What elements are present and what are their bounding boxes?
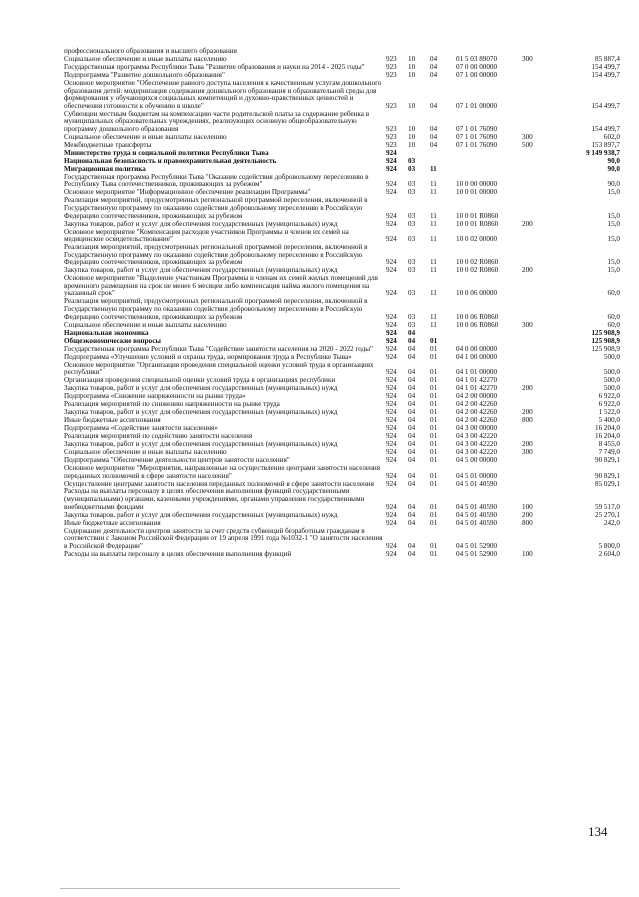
row-amount: 154 499,7 xyxy=(591,124,620,133)
row-subsection: 11 xyxy=(430,211,437,220)
row-section: 04 xyxy=(408,439,416,448)
row-dept-code: 924 xyxy=(386,518,397,527)
table-row xyxy=(64,174,624,189)
row-name: Социальное обеспечение и иные выплаты населению xyxy=(64,132,227,141)
row-article: 04 0 00 00000 xyxy=(456,344,498,353)
row-amount: 125 908,9 xyxy=(591,336,620,345)
row-name: Подпрограмма "Развитие дошкольного образования" xyxy=(64,70,225,79)
row-article: 10 0 02 R0860 xyxy=(456,258,499,267)
row-section: 04 xyxy=(408,424,416,432)
row-article: 04 2 00 42260 xyxy=(456,400,498,409)
row-expense-type: 200 xyxy=(522,219,533,228)
row-amount: 1 522,0 xyxy=(598,408,620,417)
row-subsection: 04 xyxy=(430,132,438,141)
row-section: 04 xyxy=(408,471,416,480)
row-dept-code: 924 xyxy=(386,344,397,353)
row-section: 04 xyxy=(408,518,416,527)
row-subsection: 01 xyxy=(430,352,438,361)
row-expense-type: 800 xyxy=(522,416,533,425)
row-article: 04 5 01 40590 xyxy=(456,518,498,527)
row-name: Иные бюджетные ассигнования xyxy=(64,416,161,425)
row-dept-code: 923 xyxy=(386,140,397,149)
row-subsection: 01 xyxy=(430,502,438,511)
row-section: 04 xyxy=(408,502,416,511)
row-subsection: 01 xyxy=(430,368,438,377)
row-amount: 90,0 xyxy=(607,180,620,189)
row-article: 04 1 01 42270 xyxy=(456,376,498,385)
table-row xyxy=(64,80,624,110)
row-dept-code: 923 xyxy=(386,124,397,133)
row-dept-code: 924 xyxy=(386,510,397,519)
row-article: 10 0 06 R0860 xyxy=(456,320,499,329)
row-amount: 154 499,7 xyxy=(591,70,620,79)
row-subsection: 01 xyxy=(430,439,438,448)
row-name: Основное мероприятие "Выделение участникам Программы и членам их семей жилых помещений для временного размещения на срок не менее 6 месяцев либо компенсация найма жилого помещения на указанный срок" xyxy=(64,274,378,298)
row-article: 10 0 06 R0860 xyxy=(456,312,499,321)
row-article: 04 5 01 40590 xyxy=(456,510,498,519)
row-subsection: 04 xyxy=(430,70,438,79)
row-amount: 85 887,4 xyxy=(595,54,620,63)
row-subsection: 04 xyxy=(430,54,438,63)
row-article: 10 0 01 R0860 xyxy=(456,219,499,228)
row-name: Основное мероприятие "Информационное обеспечение реализации Программы" xyxy=(64,188,311,197)
row-subsection: 11 xyxy=(430,188,437,197)
row-name: Основное мероприятие "Мероприятия, направленные на осуществление центрами занятости населения переданных полномочий в сфере занятости населения" xyxy=(64,463,381,480)
row-section: 10 xyxy=(408,62,416,71)
budget-table xyxy=(64,48,624,559)
row-article: 04 5 01 52900 xyxy=(456,549,498,558)
row-subsection: 01 xyxy=(430,518,438,527)
row-dept-code: 924 xyxy=(386,431,397,440)
row-dept-code: 924 xyxy=(386,148,397,157)
row-name: Миграционная политика xyxy=(64,164,146,173)
row-article: 04 5 01 00000 xyxy=(456,471,498,480)
row-subsection: 11 xyxy=(430,320,437,329)
row-name: Осуществление центрами занятости населения переданных полномочий в сфере занятости населения xyxy=(64,479,374,488)
row-subsection: 11 xyxy=(430,164,437,173)
row-section: 04 xyxy=(408,479,416,488)
row-dept-code: 924 xyxy=(386,328,397,337)
row-dept-code: 924 xyxy=(386,312,397,321)
row-dept-code: 924 xyxy=(386,180,397,189)
row-expense-type: 200 xyxy=(522,439,533,448)
row-name: Государственная программа Республики Тыва "Развитие образования и науки на 2014 - 2025 годы" xyxy=(64,62,365,71)
row-dept-code: 924 xyxy=(386,188,397,197)
row-dept-code: 924 xyxy=(386,447,397,456)
row-amount: 15,0 xyxy=(607,235,620,244)
row-expense-type: 200 xyxy=(522,266,533,275)
table-row xyxy=(64,298,624,321)
row-amount: 25 270,1 xyxy=(595,510,620,519)
row-amount: 90 829,1 xyxy=(595,471,620,480)
row-article: 04 5 01 52900 xyxy=(456,541,498,550)
row-section: 03 xyxy=(408,156,416,165)
row-dept-code: 924 xyxy=(386,424,397,432)
row-dept-code: 924 xyxy=(386,471,397,480)
table-row xyxy=(64,111,624,134)
row-dept-code: 924 xyxy=(386,439,397,448)
table-row xyxy=(64,197,624,220)
page-number: 134 xyxy=(588,824,608,839)
row-name: Подпрограмма "Обеспечение деятельности центров занятости населения" xyxy=(64,455,290,464)
row-name: Министерство труда и социальной политики Республики Тыва xyxy=(64,148,269,157)
row-section: 03 xyxy=(408,289,416,298)
row-article: 04 1 01 42270 xyxy=(456,384,498,393)
row-section: 04 xyxy=(408,541,416,550)
row-article: 10 0 06 00000 xyxy=(456,289,498,298)
row-section: 10 xyxy=(408,70,416,79)
table-row xyxy=(64,465,624,480)
row-article: 07 1 00 00000 xyxy=(456,70,498,79)
row-amount: 15,0 xyxy=(607,266,620,275)
row-dept-code: 924 xyxy=(386,258,397,267)
row-expense-type: 200 xyxy=(522,408,533,417)
row-subsection: 04 xyxy=(430,124,438,133)
row-section: 04 xyxy=(408,549,416,558)
row-amount: 90,0 xyxy=(607,164,620,173)
row-amount: 59 517,0 xyxy=(595,502,620,511)
row-name: Социальное обеспечение и иные выплаты населению xyxy=(64,54,227,63)
footer-rule xyxy=(60,888,400,889)
row-article: 10 0 01 R0860 xyxy=(456,211,499,220)
row-amount: 15,0 xyxy=(607,188,620,197)
row-section: 04 xyxy=(408,431,416,440)
row-section: 03 xyxy=(408,258,416,267)
table-row xyxy=(64,221,624,229)
row-dept-code: 923 xyxy=(386,132,397,141)
row-article: 07 1 01 76090 xyxy=(456,140,498,149)
row-name: Межбюджетные трансферты xyxy=(64,140,152,149)
row-amount: 2 604,0 xyxy=(598,549,620,558)
row-name: Закупка товаров, работ и услуг для обеспечения государственных (муниципальных) нужд xyxy=(64,384,338,393)
row-article: 10 0 00 00000 xyxy=(456,180,498,189)
row-amount: 154 499,7 xyxy=(591,62,620,71)
row-article: 04 1 01 00000 xyxy=(456,368,498,377)
row-dept-code: 924 xyxy=(386,416,397,425)
row-expense-type: 300 xyxy=(522,447,533,456)
row-name: Закупка товаров, работ и услуг для обеспечения государственных (муниципальных) нужд xyxy=(64,408,338,417)
row-subsection: 01 xyxy=(430,510,438,519)
row-subsection: 11 xyxy=(430,219,437,228)
row-article: 07 0 00 00000 xyxy=(456,62,498,71)
row-amount: 60,0 xyxy=(607,320,620,329)
row-section: 10 xyxy=(408,54,416,63)
row-dept-code: 924 xyxy=(386,352,397,361)
row-subsection: 01 xyxy=(430,431,438,440)
row-section: 04 xyxy=(408,510,416,519)
row-amount: 602,0 xyxy=(603,132,620,141)
row-section: 04 xyxy=(408,368,416,377)
row-subsection: 01 xyxy=(430,424,438,432)
row-amount: 85 029,1 xyxy=(595,479,620,488)
table-row xyxy=(64,488,624,511)
table-row xyxy=(64,362,624,377)
row-section: 03 xyxy=(408,211,416,220)
row-name: Подпрограмма «Снижение напряженности на рынке труда» xyxy=(64,392,246,401)
row-dept-code: 924 xyxy=(386,455,397,464)
row-subsection: 11 xyxy=(430,180,437,189)
row-subsection: 04 xyxy=(430,101,438,110)
row-amount: 5 800,0 xyxy=(598,541,620,550)
row-expense-type: 200 xyxy=(522,510,533,519)
row-section: 04 xyxy=(408,455,416,464)
row-name: Социальное обеспечение и иные выплаты населению xyxy=(64,447,227,456)
row-section: 04 xyxy=(408,352,416,361)
row-subsection: 01 xyxy=(430,384,438,393)
row-subsection: 01 xyxy=(430,344,438,353)
row-name: Расходы на выплаты персоналу в целях обеспечения выполнения функций государственными (муниципальными) органами, казенными учреждениями, органами управления государственными внебюджетными фондами xyxy=(64,487,365,511)
row-name: Реализация мероприятий по содействию занятости населения xyxy=(64,431,253,440)
row-name: Реализация мероприятий, предусмотренных региональной программой переселения, включенной в Государственную программу по оказанию содействия добровольному переселению в Российскую Федерацию соотечественников, проживающих за рубежом xyxy=(64,196,368,220)
row-section: 04 xyxy=(408,392,416,401)
row-amount: 5 400,0 xyxy=(598,416,620,425)
row-amount: 500,0 xyxy=(603,368,620,377)
row-dept-code: 924 xyxy=(386,376,397,385)
row-dept-code: 924 xyxy=(386,219,397,228)
row-dept-code: 924 xyxy=(386,164,397,173)
row-subsection: 01 xyxy=(430,471,438,480)
row-amount: 6 922,0 xyxy=(598,400,620,409)
row-name: Национальная безопасность и правоохранительная деятельность xyxy=(64,156,277,165)
row-name: Закупка товаров, работ и услуг для обеспечения государственных (муниципальных) нужд xyxy=(64,510,338,519)
row-dept-code: 924 xyxy=(386,235,397,244)
row-article: 04 3 00 00000 xyxy=(456,424,498,432)
row-amount: 60,0 xyxy=(607,289,620,298)
row-amount: 9 149 938,7 xyxy=(586,148,620,157)
row-article: 07 1 01 76090 xyxy=(456,124,498,133)
row-section: 03 xyxy=(408,180,416,189)
row-expense-type: 800 xyxy=(522,518,533,527)
row-name: Государственная программа Республики Тыва "Оказание содействия добровольному переселению в Республику Тыва соотечественников, проживающих за рубежом" xyxy=(64,172,369,189)
row-dept-code: 924 xyxy=(386,211,397,220)
row-amount: 15,0 xyxy=(607,211,620,220)
row-dept-code: 924 xyxy=(386,408,397,417)
row-dept-code: 924 xyxy=(386,320,397,329)
row-name: Подпрограмма «Содействие занятости населения» xyxy=(64,424,218,432)
table-row xyxy=(64,354,624,362)
row-amount: 500,0 xyxy=(603,376,620,385)
table-row xyxy=(64,158,624,166)
row-amount: 16 204,0 xyxy=(595,431,620,440)
row-amount: 154 499,7 xyxy=(591,101,620,110)
row-section: 04 xyxy=(408,376,416,385)
row-article: 04 2 00 42260 xyxy=(456,416,498,425)
row-section: 04 xyxy=(408,400,416,409)
row-amount: 500,0 xyxy=(603,352,620,361)
row-subsection: 01 xyxy=(430,541,438,550)
row-name: Содержание деятельности центров занятости за счет средств субвенций безработным гражданам в соответствии с Законом Российской Федерации от 19 апреля 1991 года №1032-1 "О занятости населения в Российской Федерации" xyxy=(64,526,383,550)
row-name: Расходы на выплаты персоналу в целях обеспечения выполнения функций xyxy=(64,549,292,558)
row-name: Закупка товаров, работ и услуг для обеспечения государственных (муниципальных) нужд xyxy=(64,219,338,228)
row-dept-code: 923 xyxy=(386,70,397,79)
row-subsection: 11 xyxy=(430,235,437,244)
row-article: 04 5 00 00000 xyxy=(456,455,498,464)
row-amount: 153 897,7 xyxy=(591,140,620,149)
row-name: Субвенции местным бюджетам на компенсацию части родительской платы за содержание ребенка в муниципальных образовательных учреждениях, реализующих основную общеобразовательную программу дошкольного образования xyxy=(64,109,370,133)
row-dept-code: 924 xyxy=(386,384,397,393)
row-section: 04 xyxy=(408,328,416,337)
row-subsection: 01 xyxy=(430,408,438,417)
row-section: 04 xyxy=(408,416,416,425)
row-amount: 16 204,0 xyxy=(595,424,620,432)
row-amount: 125 908,9 xyxy=(591,344,620,353)
row-article: 04 1 00 00000 xyxy=(456,352,498,361)
row-amount: 90,0 xyxy=(607,156,620,165)
row-subsection: 01 xyxy=(430,549,438,558)
row-article: 04 3 00 42220 xyxy=(456,447,498,456)
row-article: 10 0 01 00000 xyxy=(456,188,498,197)
row-dept-code: 924 xyxy=(386,502,397,511)
row-name: Реализация мероприятий, предусмотренных региональной программой переселения, включенной в Государственную программу по оказанию содействия добровольному переселению в Российскую Федерацию соотечественников, проживающих за рубежом xyxy=(64,297,368,321)
row-section: 03 xyxy=(408,219,416,228)
row-dept-code: 924 xyxy=(386,400,397,409)
row-article: 04 3 00 42220 xyxy=(456,439,498,448)
row-section: 10 xyxy=(408,124,416,133)
row-name: Закупка товаров, работ и услуг для обеспечения государственных (муниципальных) нужд xyxy=(64,439,338,448)
row-section: 10 xyxy=(408,140,416,149)
row-amount: 7 749,0 xyxy=(598,447,620,456)
row-subsection: 01 xyxy=(430,392,438,401)
row-expense-type: 300 xyxy=(522,132,533,141)
row-expense-type: 300 xyxy=(522,320,533,329)
row-amount: 90 829,1 xyxy=(595,455,620,464)
row-subsection: 04 xyxy=(430,140,438,149)
table-row xyxy=(64,244,624,267)
row-expense-type: 500 xyxy=(522,140,533,149)
row-dept-code: 924 xyxy=(386,392,397,401)
row-section: 03 xyxy=(408,320,416,329)
row-section: 10 xyxy=(408,101,416,110)
table-row xyxy=(64,275,624,298)
row-article: 04 3 00 42220 xyxy=(456,431,498,440)
row-amount: 500,0 xyxy=(603,384,620,393)
row-article: 07 1 01 76090 xyxy=(456,132,498,141)
row-subsection: 01 xyxy=(430,336,438,345)
row-article: 04 5 01 40590 xyxy=(456,479,498,488)
row-subsection: 11 xyxy=(430,258,437,267)
row-subsection: 04 xyxy=(430,62,438,71)
row-expense-type: 100 xyxy=(522,502,533,511)
row-section: 10 xyxy=(408,132,416,141)
row-subsection: 01 xyxy=(430,376,438,385)
row-dept-code: 924 xyxy=(386,336,397,345)
row-amount: 15,0 xyxy=(607,219,620,228)
row-article: 01 5 03 89070 xyxy=(456,54,498,63)
row-article: 10 0 02 R0860 xyxy=(456,266,499,275)
row-dept-code: 924 xyxy=(386,479,397,488)
row-subsection: 01 xyxy=(430,400,438,409)
row-name: Организация проведения специальной оценки условий труда в организациях республики xyxy=(64,376,336,385)
row-expense-type: 300 xyxy=(522,54,533,63)
row-name: Реализация мероприятий по снижению напряженности на рынке труда xyxy=(64,400,280,409)
row-name: Социальное обеспечение и иные выплаты населению xyxy=(64,320,227,329)
table-row xyxy=(64,528,624,551)
row-section: 03 xyxy=(408,164,416,173)
row-amount: 6 922,0 xyxy=(598,392,620,401)
row-dept-code: 923 xyxy=(386,54,397,63)
row-article: 10 0 02 00000 xyxy=(456,235,498,244)
row-subsection: 01 xyxy=(430,447,438,456)
row-subsection: 11 xyxy=(430,266,437,275)
row-subsection: 11 xyxy=(430,289,437,298)
row-dept-code: 923 xyxy=(386,62,397,71)
row-article: 04 2 00 42260 xyxy=(456,408,498,417)
row-section: 03 xyxy=(408,188,416,197)
table-row xyxy=(64,346,624,354)
row-expense-type: 200 xyxy=(522,384,533,393)
row-section: 04 xyxy=(408,344,416,353)
row-amount: 8 455,0 xyxy=(598,439,620,448)
row-name: Государственная программа Республики Тыва "Содействие занятости населения на 2020 - 2022 годы" xyxy=(64,344,373,353)
row-subsection: 11 xyxy=(430,312,437,321)
row-article: 07 1 01 00000 xyxy=(456,101,498,110)
table-row xyxy=(64,551,624,559)
row-name: Основное мероприятие "Организация проведения специальной оценки условий труда в организациях республики" xyxy=(64,360,374,377)
row-section: 04 xyxy=(408,408,416,417)
row-subsection: 01 xyxy=(430,479,438,488)
row-subsection: 01 xyxy=(430,416,438,425)
table-row xyxy=(64,229,624,244)
row-dept-code: 924 xyxy=(386,289,397,298)
row-amount: 60,0 xyxy=(607,312,620,321)
row-name: Реализация мероприятий, предусмотренных региональной программой переселения, включенной в Государственную программу по оказанию содействия добровольному переселению в Российскую Федерацию соотечественников, проживающих за рубежом xyxy=(64,243,368,267)
row-subsection: 01 xyxy=(430,455,438,464)
row-dept-code: 924 xyxy=(386,368,397,377)
row-dept-code: 924 xyxy=(386,266,397,275)
row-dept-code: 924 xyxy=(386,541,397,550)
row-name: Основное мероприятие "Компенсация расходов участников Программы и членов их семей на медицинское освидетельствование" xyxy=(64,227,349,244)
row-amount: 125 908,9 xyxy=(591,328,620,337)
row-name: Иные бюджетные ассигнования xyxy=(64,518,161,527)
row-name: профессионального образования и высшего образования xyxy=(64,47,237,55)
row-section: 04 xyxy=(408,447,416,456)
row-name: Общеэкономические вопросы xyxy=(64,336,161,345)
row-section: 04 xyxy=(408,336,416,345)
row-expense-type: 100 xyxy=(522,549,533,558)
row-amount: 242,0 xyxy=(603,518,620,527)
row-name: Национальная экономика xyxy=(64,328,149,337)
row-article: 04 2 00 00000 xyxy=(456,392,498,401)
row-name: Закупка товаров, работ и услуг для обеспечения государственных (муниципальных) нужд xyxy=(64,266,338,275)
row-dept-code: 924 xyxy=(386,156,397,165)
row-section: 03 xyxy=(408,266,416,275)
row-dept-code: 923 xyxy=(386,101,397,110)
row-name: Основное мероприятие "Обеспечение равного доступа населения к качественным услугам дошкольного образования детей: модернизация содержания дошкольного образования и образовательной среды для формирования у обучающихся социальных компетенций и духовно-нравственных ценностей и обеспечения готовности к обучению в школе" xyxy=(64,78,382,110)
row-amount: 15,0 xyxy=(607,258,620,267)
row-dept-code: 924 xyxy=(386,549,397,558)
row-section: 03 xyxy=(408,235,416,244)
row-section: 04 xyxy=(408,384,416,393)
row-section: 03 xyxy=(408,312,416,321)
row-article: 04 5 01 40590 xyxy=(456,502,498,511)
row-name: Подпрограмма «Улучшение условий и охраны труда, нормирования труда в Республике Тыва» xyxy=(64,352,352,361)
